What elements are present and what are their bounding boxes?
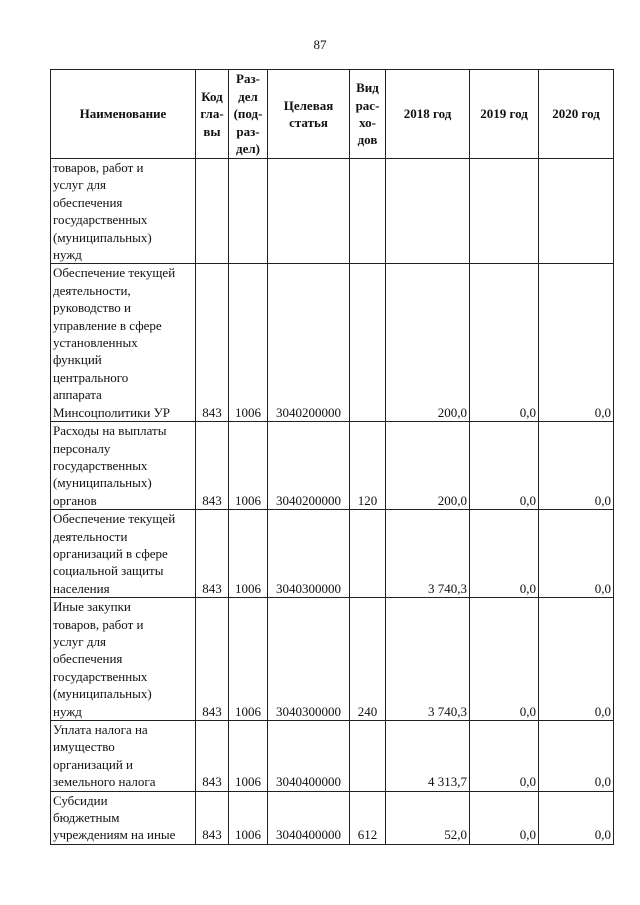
header-2019: 2019 год bbox=[470, 70, 539, 159]
table-row bbox=[51, 598, 614, 721]
table-row bbox=[51, 159, 614, 264]
cell-expense-type bbox=[350, 510, 386, 598]
cell-target bbox=[268, 159, 350, 264]
budget-table bbox=[50, 69, 614, 845]
cell-2019: 0,0 bbox=[470, 721, 539, 792]
header-section: Раз- дел (под- раз- дел) bbox=[229, 70, 268, 159]
cell-expense-type: 120 bbox=[350, 422, 386, 510]
cell-2018: 4 313,7 bbox=[386, 721, 470, 792]
header-2018: 2018 год bbox=[386, 70, 470, 159]
cell-name: Расходы на выплаты персоналу государственных (муниципальных) органов bbox=[51, 422, 196, 510]
table-body bbox=[51, 159, 614, 845]
cell-code: 843 bbox=[196, 721, 229, 792]
cell-2020: 0,0 bbox=[539, 264, 614, 422]
cell-code: 843 bbox=[196, 791, 229, 844]
cell-2019: 0,0 bbox=[470, 422, 539, 510]
cell-target: 3040300000 bbox=[268, 510, 350, 598]
cell-expense-type bbox=[350, 721, 386, 792]
cell-2020: 0,0 bbox=[539, 510, 614, 598]
cell-code: 843 bbox=[196, 422, 229, 510]
cell-name: Обеспечение текущей деятельности организаций в сфере социальной защиты населения bbox=[51, 510, 196, 598]
cell-2019: 0,0 bbox=[470, 264, 539, 422]
cell-target: 3040200000 bbox=[268, 264, 350, 422]
cell-target: 3040300000 bbox=[268, 598, 350, 721]
table-row bbox=[51, 510, 614, 598]
cell-2018: 3 740,3 bbox=[386, 510, 470, 598]
header-2020: 2020 год bbox=[539, 70, 614, 159]
table-row bbox=[51, 791, 614, 844]
cell-2020: 0,0 bbox=[539, 721, 614, 792]
cell-section: 1006 bbox=[229, 510, 268, 598]
header-name: Наименование bbox=[51, 70, 196, 159]
cell-name: Уплата налога на имущество организаций и земельного налога bbox=[51, 721, 196, 792]
cell-expense-type: 240 bbox=[350, 598, 386, 721]
cell-name: Субсидии бюджетным учреждениям на иные bbox=[51, 791, 196, 844]
cell-2018: 200,0 bbox=[386, 422, 470, 510]
cell-expense-type bbox=[350, 264, 386, 422]
cell-name: Иные закупки товаров, работ и услуг для обеспечения государственных (муниципальных) нужд bbox=[51, 598, 196, 721]
cell-section: 1006 bbox=[229, 264, 268, 422]
cell-2020: 0,0 bbox=[539, 598, 614, 721]
header-expense-type: Вид рас- хо- дов bbox=[350, 70, 386, 159]
cell-2018: 3 740,3 bbox=[386, 598, 470, 721]
cell-2020: 0,0 bbox=[539, 422, 614, 510]
cell-2019: 0,0 bbox=[470, 791, 539, 844]
cell-section bbox=[229, 159, 268, 264]
page-number: 87 bbox=[313, 37, 327, 52]
cell-2018: 200,0 bbox=[386, 264, 470, 422]
cell-code: 843 bbox=[196, 264, 229, 422]
cell-2020 bbox=[539, 159, 614, 264]
cell-code: 843 bbox=[196, 598, 229, 721]
cell-2019 bbox=[470, 159, 539, 264]
cell-section: 1006 bbox=[229, 721, 268, 792]
cell-section: 1006 bbox=[229, 598, 268, 721]
cell-2019: 0,0 bbox=[470, 510, 539, 598]
cell-expense-type: 612 bbox=[350, 791, 386, 844]
cell-target: 3040200000 bbox=[268, 422, 350, 510]
cell-target: 3040400000 bbox=[268, 791, 350, 844]
cell-code bbox=[196, 159, 229, 264]
header-target: Целевая статья bbox=[268, 70, 350, 159]
cell-section: 1006 bbox=[229, 422, 268, 510]
table-row bbox=[51, 422, 614, 510]
cell-2018 bbox=[386, 159, 470, 264]
cell-code: 843 bbox=[196, 510, 229, 598]
cell-2020: 0,0 bbox=[539, 791, 614, 844]
cell-section: 1006 bbox=[229, 791, 268, 844]
cell-expense-type bbox=[350, 159, 386, 264]
table-row bbox=[51, 721, 614, 792]
table-row bbox=[51, 264, 614, 422]
header-code: Код гла- вы bbox=[196, 70, 229, 159]
cell-name: товаров, работ и услуг для обеспечения государственных (муниципальных) нужд bbox=[51, 159, 196, 264]
cell-name: Обеспечение текущей деятельности, руководство и управление в сфере установленных функций центрального аппарата Минсоцполитики УР bbox=[51, 264, 196, 422]
cell-target: 3040400000 bbox=[268, 721, 350, 792]
cell-2018: 52,0 bbox=[386, 791, 470, 844]
cell-2019: 0,0 bbox=[470, 598, 539, 721]
header-row bbox=[51, 70, 614, 159]
